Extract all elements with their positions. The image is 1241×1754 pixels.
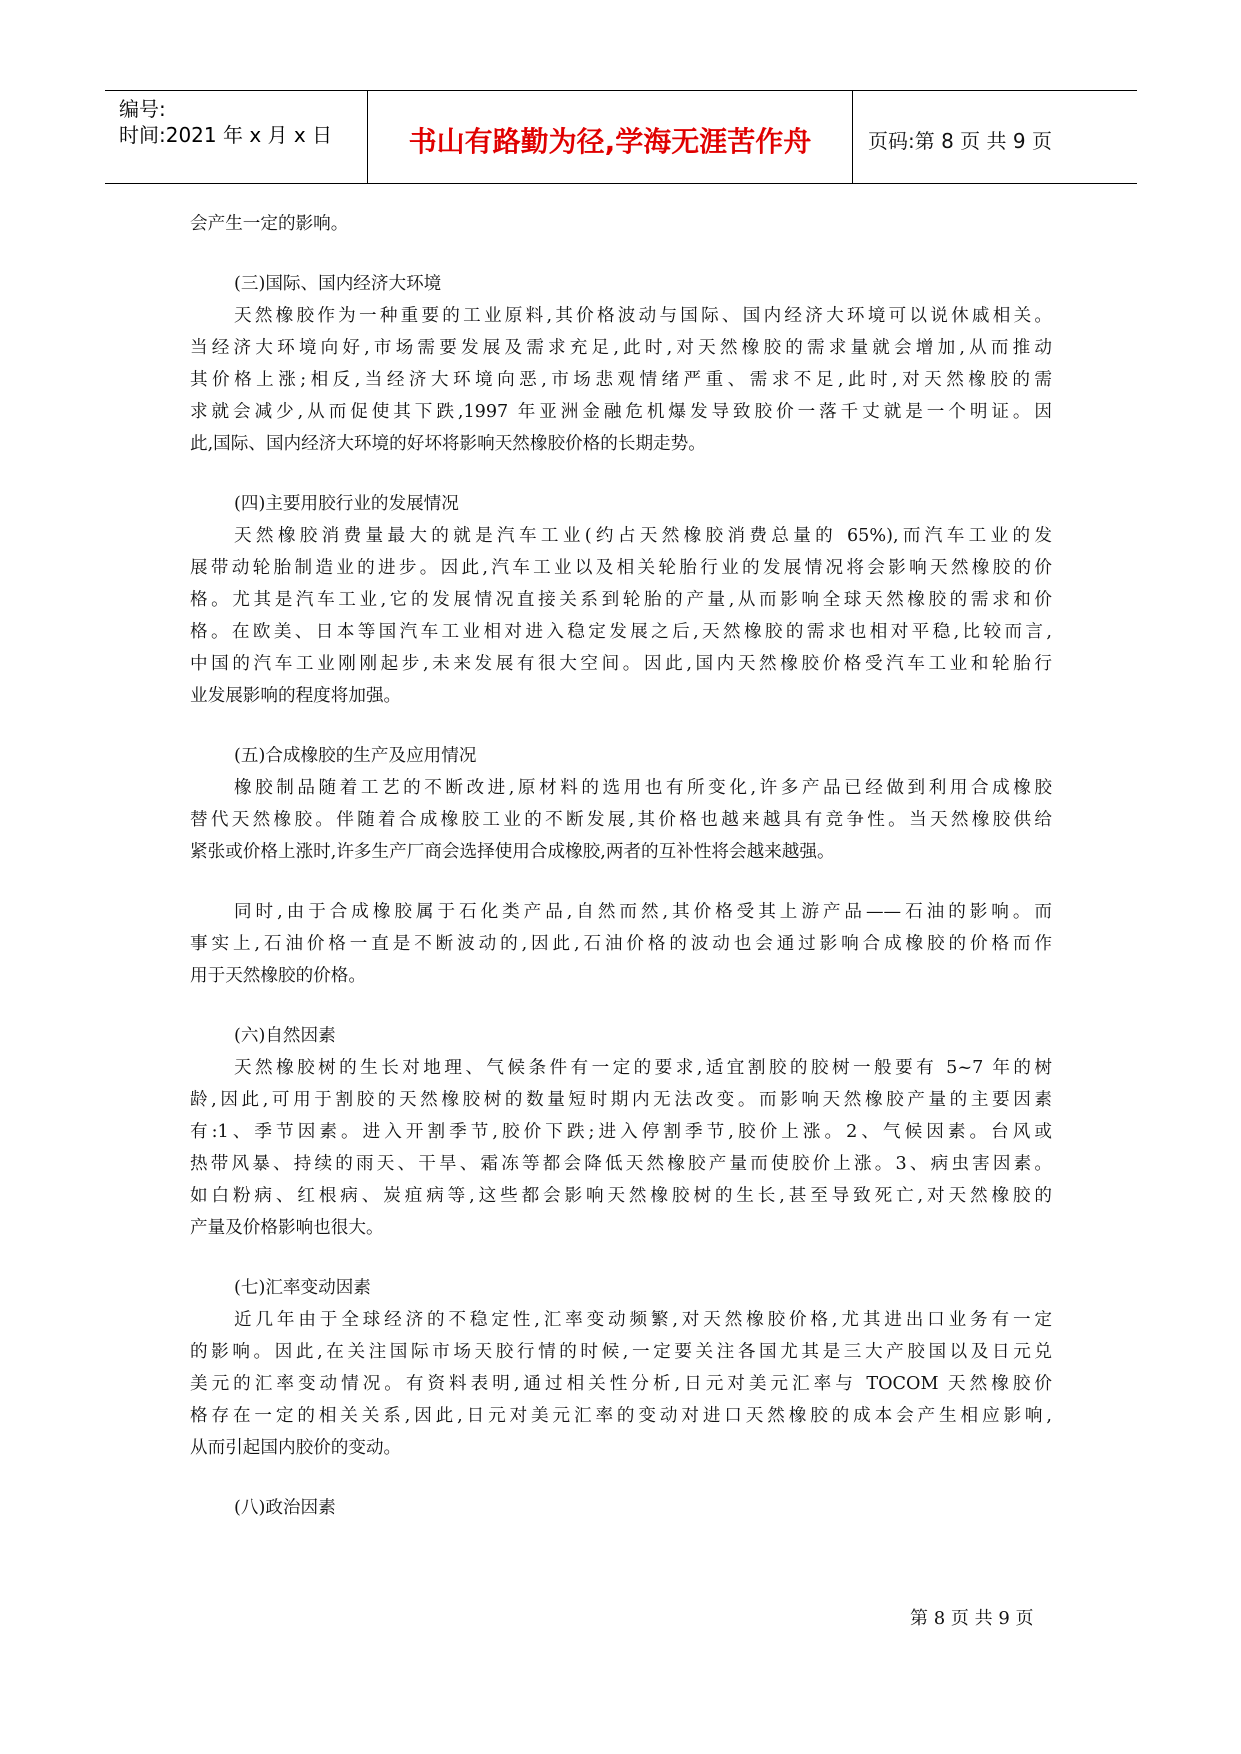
paragraph-industry bbox=[190, 520, 1052, 712]
paragraph-line: 紧张或价格上涨时,许多生产厂商会选择使用合成橡胶,两者的互补性将会越来越强。 bbox=[190, 842, 835, 862]
document-time-label: 时间:2021 年 x 月 x 日 bbox=[119, 123, 333, 147]
paragraph-line: 用于天然橡胶的价格。 bbox=[190, 966, 366, 986]
paragraph-line: 有:1、季节因素。进入开割季节,胶价下跌;进入停割季节,胶价上涨。2、气候因素。台风或 bbox=[190, 1122, 1052, 1142]
paragraph-line: 同时,由于合成橡胶属于石化类产品,自然而然,其价格受其上游产品——石油的影响。而 bbox=[234, 902, 1052, 922]
header-motto: 书山有路勤为径,学海无涯苦作舟 bbox=[408, 125, 812, 158]
paragraph-line: 求就会减少,从而促使其下跌,1997 年亚洲金融危机爆发导致胶价一落千丈就是一个明证。因 bbox=[190, 402, 1052, 422]
paragraph-line: 格存在一定的相关关系,因此,日元对美元汇率的变动对进口天然橡胶的成本会产生相应影响, bbox=[190, 1406, 1052, 1426]
section-heading-5: (五)合成橡胶的生产及应用情况 bbox=[234, 746, 477, 766]
paragraph-nature bbox=[190, 1052, 1052, 1244]
paragraph-line: 展带动轮胎制造业的进步。因此,汽车工业以及相关轮胎行业的发展情况将会影响天然橡胶的价 bbox=[190, 558, 1052, 578]
paragraph-line: 的影响。因此,在关注国际市场天胶行情的时候,一定要关注各国尤其是三大产胶国以及日元兑 bbox=[190, 1342, 1052, 1362]
paragraph-line: 橡胶制品随着工艺的不断改进,原材料的选用也有所变化,许多产品已经做到利用合成橡胶 bbox=[234, 778, 1052, 798]
header-page-code: 页码:第 8 页 共 9 页 bbox=[868, 129, 1052, 153]
paragraph-line: 龄,因此,可用于割胶的天然橡胶树的数量短时期内无法改变。而影响天然橡胶产量的主要因素 bbox=[190, 1090, 1052, 1110]
page-header bbox=[105, 90, 1137, 184]
paragraph-line: 美元的汇率变动情况。有资料表明,通过相关性分析,日元对美元汇率与 TOCOM 天然橡胶价 bbox=[190, 1374, 1052, 1394]
paragraph-exchange bbox=[190, 1304, 1052, 1464]
paragraph-line: 天然橡胶消费量最大的就是汽车工业(约占天然橡胶消费总量的 65%),而汽车工业的发 bbox=[234, 526, 1052, 546]
page-footer-number: 第 8 页 共 9 页 bbox=[910, 1608, 1034, 1629]
paragraph-line: 如白粉病、红根病、炭疽病等,这些都会影响天然橡胶树的生长,甚至导致死亡,对天然橡胶的 bbox=[190, 1186, 1052, 1206]
paragraph-line: 近几年由于全球经济的不稳定性,汇率变动频繁,对天然橡胶价格,尤其进出口业务有一定 bbox=[234, 1310, 1052, 1330]
section-heading-8: (八)政治因素 bbox=[234, 1498, 336, 1518]
paragraph-line: 热带风暴、持续的雨天、干旱、霜冻等都会降低天然橡胶产量而使胶价上涨。3、病虫害因素。 bbox=[190, 1154, 1052, 1174]
paragraph-line: 此,国际、国内经济大环境的好坏将影响天然橡胶价格的长期走势。 bbox=[190, 434, 706, 454]
section-heading-6: (六)自然因素 bbox=[234, 1026, 336, 1046]
paragraph-line: 从而引起国内胶价的变动。 bbox=[190, 1438, 402, 1458]
section-heading-7: (七)汇率变动因素 bbox=[234, 1278, 371, 1298]
paragraph-line: 中国的汽车工业刚刚起步,未来发展有很大空间。因此,国内天然橡胶价格受汽车工业和轮胎行 bbox=[190, 654, 1052, 674]
paragraph-line: 事实上,石油价格一直是不断波动的,因此,石油价格的波动也会通过影响合成橡胶的价格而作 bbox=[190, 934, 1052, 954]
paragraph-synthetic bbox=[190, 772, 1052, 868]
paragraph-economy bbox=[190, 300, 1052, 460]
header-motto-cell bbox=[368, 91, 853, 183]
paragraph-line: 天然橡胶树的生长对地理、气候条件有一定的要求,适宜割胶的胶树一般要有 5~7 年的树 bbox=[234, 1058, 1052, 1078]
document-body bbox=[190, 208, 1052, 1524]
section-heading-4: (四)主要用胶行业的发展情况 bbox=[234, 494, 459, 514]
paragraph-line: 格。尤其是汽车工业,它的发展情况直接关系到轮胎的产量,从而影响全球天然橡胶的需求和价 bbox=[190, 590, 1052, 610]
paragraph-line: 产量及价格影响也很大。 bbox=[190, 1218, 384, 1238]
paragraph-line: 天然橡胶作为一种重要的工业原料,其价格波动与国际、国内经济大环境可以说休戚相关。 bbox=[234, 306, 1052, 326]
section-heading-3: (三)国际、国内经济大环境 bbox=[234, 274, 442, 294]
document-number-label: 编号: bbox=[119, 97, 166, 121]
header-page-cell bbox=[854, 91, 1137, 183]
paragraph-line: 格。在欧美、日本等国汽车工业相对进入稳定发展之后,天然橡胶的需求也相对平稳,比较而言, bbox=[190, 622, 1052, 642]
paragraph-line: 业发展影响的程度将加强。 bbox=[190, 686, 402, 706]
paragraph-line: 其价格上涨;相反,当经济大环境向恶,市场悲观情绪严重、需求不足,此时,对天然橡胶的需 bbox=[190, 370, 1052, 390]
paragraph-line: 当经济大环境向好,市场需要发展及需求充足,此时,对天然橡胶的需求量就会增加,从而推动 bbox=[190, 338, 1052, 358]
paragraph-line: 替代天然橡胶。伴随着合成橡胶工业的不断发展,其价格也越来越具有竞争性。当天然橡胶供给 bbox=[190, 810, 1052, 830]
paragraph-line: 会产生一定的影响。 bbox=[190, 214, 349, 234]
paragraph-oil bbox=[190, 896, 1052, 992]
header-meta-cell bbox=[105, 91, 368, 183]
